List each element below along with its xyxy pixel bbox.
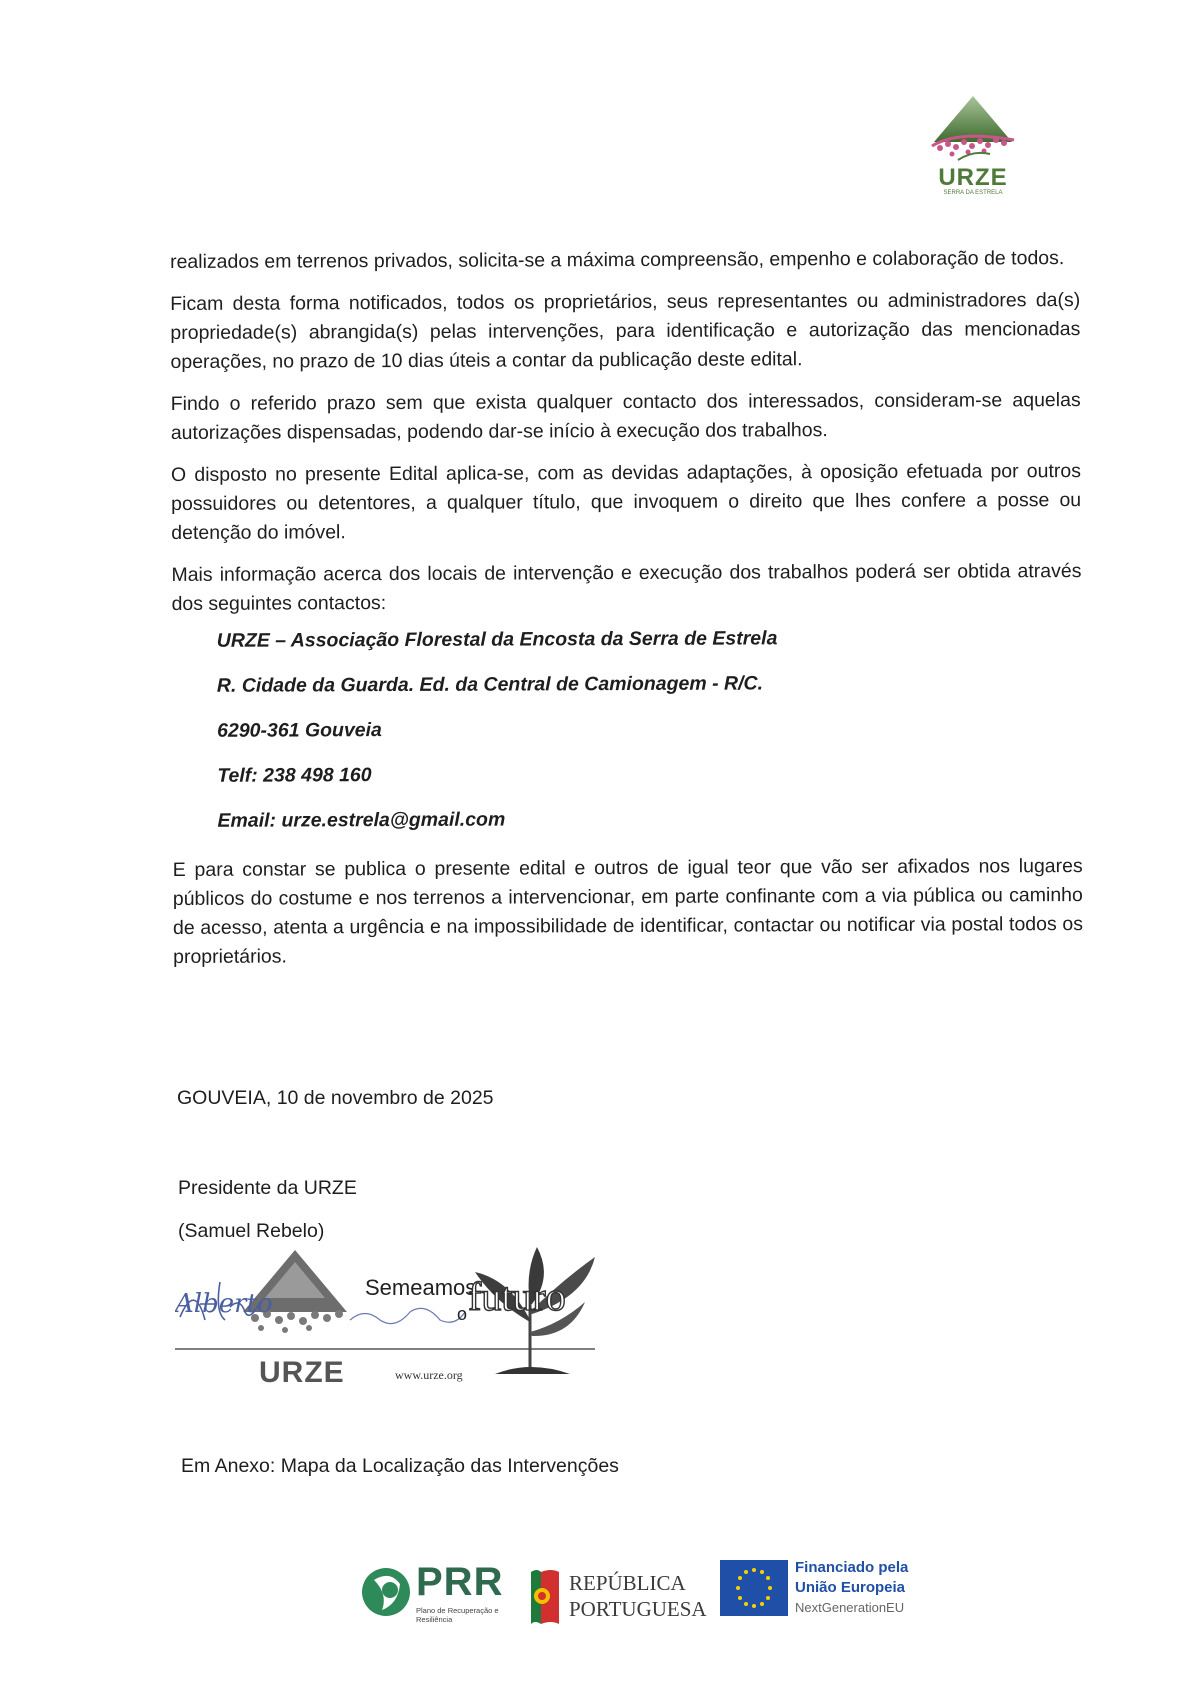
urze-header-logo (918, 94, 1028, 212)
paragraph-4: O disposto no presente Edital aplica-se, com as devidas adaptações, à oposição efetuada por outros possuidores ou detentores, a qualquer título, que invoquem o direito que lhes confere a posse ou detenção do imóvel. (170, 460, 1082, 544)
contact-address: R. Cidade da Guarda. Ed. da Central de Camionagem - R/C. (216, 672, 764, 697)
signatory-role: Presidente da URZE (178, 1177, 357, 1199)
stamp-slogan-1: Semeamos (365, 1275, 477, 1300)
contact-block (217, 623, 1083, 852)
closing-paragraph: E para constar se publica o presente edital e outros de igual teor que vão ser afixados nos lugares públicos do costume e nos terrenos a intervencionar, em parte confinante com a via pública ou caminho de acesso, atenta a urgência e na impossibilidade de identificar, contactar ou notificar via postal todos os proprietários. (172, 855, 1084, 968)
stamp-url: www.urze.org (395, 1368, 463, 1382)
body-text (170, 244, 1083, 985)
stamp-slogan-2: o (457, 1304, 468, 1324)
mountain-heather-icon (928, 94, 1018, 164)
eu-flag-icon (720, 1560, 788, 1616)
prr-subtitle: Plano de Recuperação e Resiliência (416, 1606, 499, 1624)
republica-line-2: PORTUGUESA (569, 1597, 707, 1621)
eu-funding-logo (720, 1558, 910, 1624)
eu-line-3: NextGenerationEU (795, 1600, 905, 1615)
contact-postcode: 6290-361 Gouveia (217, 719, 382, 742)
stamp-brand: URZE (259, 1356, 345, 1389)
eu-line-2: União Europeia (795, 1579, 906, 1596)
contact-phone: Telf: 238 498 160 (217, 764, 372, 787)
paragraph-2: Ficam desta forma notificados, todos os proprietários, seus representantes ou administradores da(s) propriedade(s) abrangida(s) pelas intervenções, para identificação e autorização das mencionadas operações, no prazo de 10 dias úteis a contar da publicação deste edital. (170, 289, 1081, 373)
portugal-flag-icon (527, 1566, 563, 1626)
document-date: GOUVEIA, 10 de novembro de 2025 (177, 1087, 494, 1109)
urze-brand: URZE (938, 164, 1008, 191)
signatory-name: (Samuel Rebelo) (178, 1220, 325, 1242)
stamp-slogan-3: futuro (468, 1274, 566, 1319)
republica-line-1: REPÚBLICA (569, 1571, 686, 1595)
prr-leaf-icon (360, 1560, 412, 1624)
prr-brand: PRR (416, 1560, 504, 1604)
paragraph-3: Findo o referido prazo sem que exista qualquer contacto dos interessados, consideram-se aquelas autorizações dispensadas, podendo dar-se início à execução dos trabalhos. (170, 389, 1081, 444)
paragraph-5: Mais informação acerca dos locais de intervenção e execução dos trabalhos poderá ser obtida através dos seguintes contactos: (171, 560, 1082, 615)
eu-line-1: Financiado pela (795, 1559, 909, 1576)
contact-org: URZE – Associação Florestal da Encosta da Serra de Estrela (216, 627, 778, 652)
urze-stamp (175, 1232, 615, 1392)
annex-note: Em Anexo: Mapa da Localização das Intervenções (181, 1455, 619, 1477)
contact-email: Email: urze.estrela@gmail.com (217, 808, 506, 832)
handwritten-signature: Alberto (175, 1289, 273, 1319)
republica-portuguesa-logo (527, 1566, 707, 1630)
urze-subtitle: SERRA DA ESTRELA (943, 190, 1003, 196)
paragraph-1: realizados em terrenos privados, solicita-se a máxima compreensão, empenho e colaboração de todos. (170, 247, 1065, 273)
prr-logo (360, 1560, 510, 1630)
